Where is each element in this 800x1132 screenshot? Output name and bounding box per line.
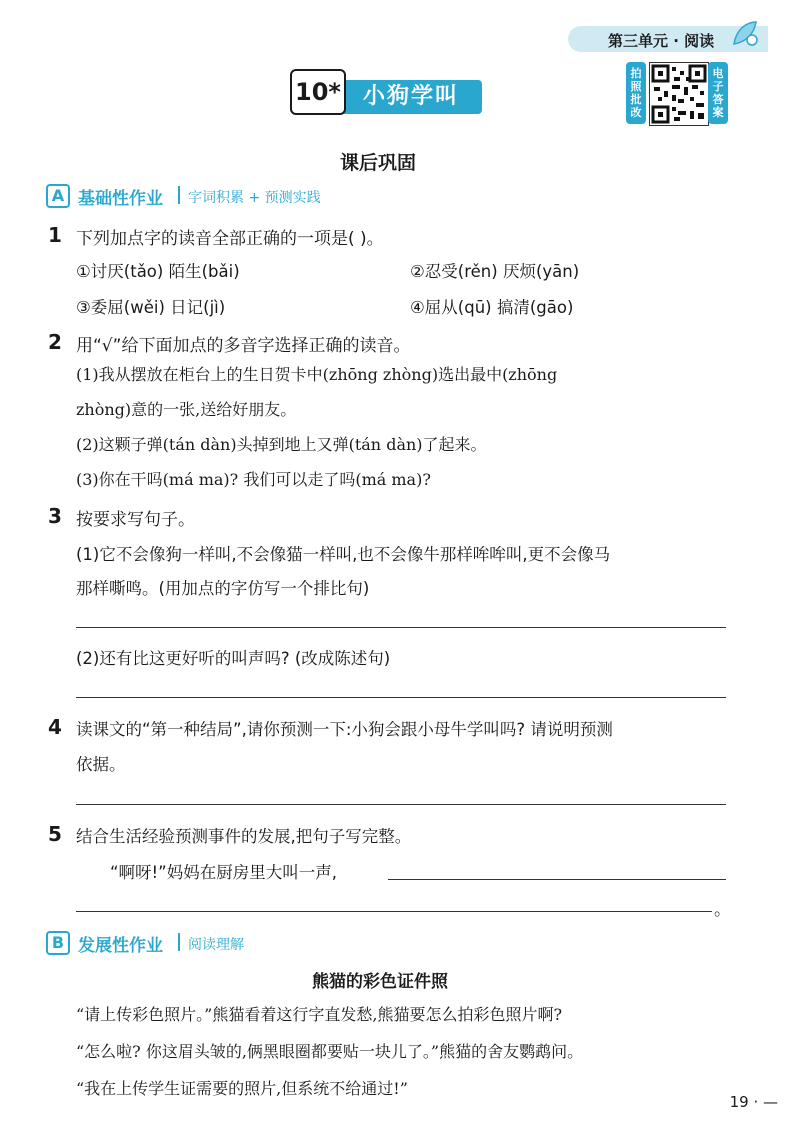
- question-1-text: 下列加点字的读音全部正确的一项是( )。: [76, 229, 384, 249]
- story-paragraph: “请上传彩色照片。”熊猫看着这行字直发愁,熊猫要怎么拍彩色照片啊?: [76, 1005, 563, 1024]
- leaf-icon: [730, 18, 760, 48]
- question-2-line: (3)你在干吗(má ma)? 我们可以走了吗(má ma)?: [76, 470, 431, 489]
- option-4: ④屈从(qū) 搞清(gāo): [410, 298, 574, 317]
- section-b-subtitle: 阅读理解: [188, 937, 244, 953]
- question-2-line: zhòng)意的一张,送给好朋友。: [76, 400, 297, 419]
- section-a-title: 基础性作业: [78, 189, 163, 209]
- story-title: 熊猫的彩色证件照: [312, 972, 448, 992]
- option-2: ②忍受(rěn) 厌烦(yān): [410, 262, 580, 281]
- question-2-line: (1)我从摆放在柜台上的生日贺卡中(zhōng zhòng)选出最中(zhōng: [76, 365, 558, 384]
- answer-line[interactable]: [76, 627, 726, 628]
- question-5-prompt: “啊呀!”妈妈在厨房里大叫一声,: [110, 863, 337, 882]
- qr-code-icon[interactable]: [649, 62, 709, 126]
- question-3-text: 按要求写句子。: [76, 510, 195, 530]
- question-3-line: (1)它不会像狗一样叫,不会像猫一样叫,也不会像牛那样哞哞叫,更不会像马: [76, 545, 611, 564]
- section-heading: 课后巩固: [340, 152, 417, 174]
- divider: [178, 933, 180, 951]
- question-3-line: 那样嘶鸣。(用加点的字仿写一个排比句): [76, 579, 370, 598]
- answer-line[interactable]: [76, 911, 712, 912]
- section-a-badge: A: [46, 184, 70, 208]
- lesson-title: 小狗学叫: [362, 84, 459, 109]
- answer-line[interactable]: [76, 697, 726, 698]
- question-3-line: (2)还有比这更好听的叫声吗? (改成陈述句): [76, 649, 391, 668]
- question-number: 5: [48, 822, 62, 846]
- question-number: 2: [48, 330, 62, 354]
- photo-grading-label: 拍 照 批 改: [626, 62, 646, 124]
- story-paragraph: “怎么啦? 你这眉头皱的,俩黑眼圈都要贴一块儿了。”熊猫的舍友鹦鹉问。: [76, 1042, 584, 1061]
- section-a-subtitle: 字词积累 + 预测实践: [188, 190, 321, 206]
- question-2-text: 用“√”给下面加点的多音字选择正确的读音。: [76, 336, 411, 356]
- story-paragraph: “我在上传学生证需要的照片,但系统不给通过!”: [76, 1079, 408, 1098]
- section-b-badge: B: [46, 931, 70, 955]
- lesson-number: 10*: [290, 69, 346, 115]
- divider: [178, 186, 180, 204]
- question-number: 1: [48, 223, 62, 247]
- question-5-text: 结合生活经验预测事件的发展,把句子写完整。: [76, 827, 412, 846]
- period: 。: [714, 900, 731, 920]
- option-1: ①讨厌(tǎo) 陌生(bǎi): [76, 262, 240, 281]
- unit-label: 第三单元 · 阅读: [608, 32, 715, 50]
- answer-line[interactable]: [388, 879, 726, 880]
- section-b-title: 发展性作业: [78, 936, 163, 956]
- question-4-line: 依据。: [76, 755, 126, 774]
- option-3: ③委屈(wěi) 日记(jì): [76, 298, 226, 317]
- page-number: 19 · —: [729, 1093, 778, 1111]
- e-answer-label: 电 子 答 案: [708, 62, 728, 124]
- answer-line[interactable]: [76, 804, 726, 805]
- question-2-line: (2)这颗子弹(tán dàn)头掉到地上又弹(tán dàn)了起来。: [76, 435, 487, 454]
- question-4-line: 读课文的“第一种结局”,请你预测一下:小狗会跟小母牛学叫吗? 请说明预测: [76, 720, 613, 739]
- question-number: 3: [48, 504, 62, 528]
- question-number: 4: [48, 715, 62, 739]
